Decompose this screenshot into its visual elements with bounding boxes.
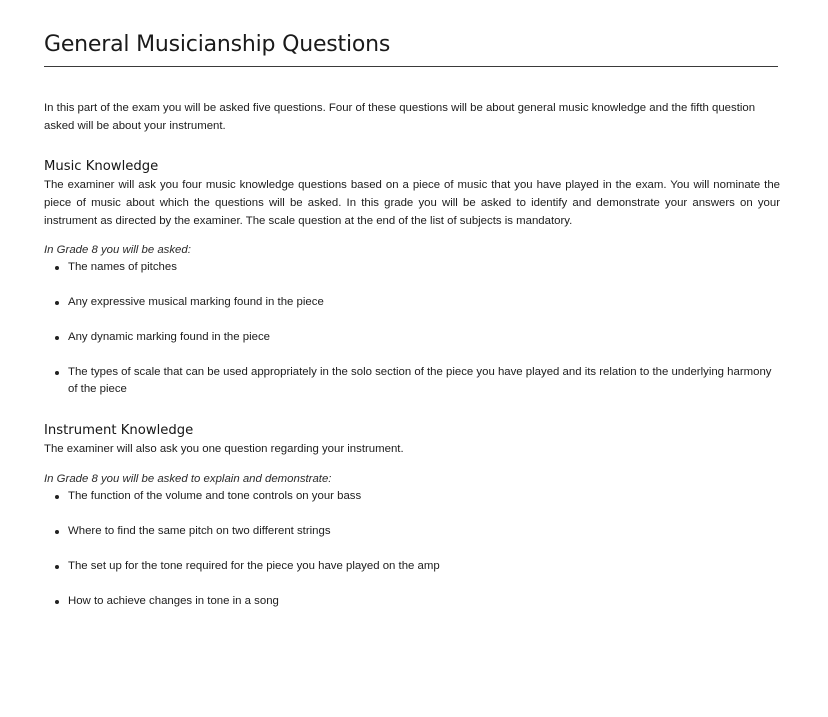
list-item (44, 259, 780, 276)
list-item (44, 364, 780, 398)
bullet-icon (55, 266, 59, 270)
list-item-text: The types of scale that can be used appropriately in the solo section of the piece you have played and its relation to the underlying harmony of the piece (68, 366, 772, 395)
list-item-text: The function of the volume and tone controls on your bass (68, 490, 362, 502)
list-item-text: Any expressive musical marking found in the piece (68, 296, 324, 308)
list-item-text: Where to find the same pitch on two different strings (68, 525, 331, 537)
bullet-icon (55, 336, 59, 340)
instrument-knowledge-section (44, 422, 780, 610)
list-item (44, 329, 780, 346)
page-title: General Musicianship Questions (44, 32, 391, 57)
instrument-knowledge-list (44, 488, 780, 610)
list-item-text: How to achieve changes in tone in a song (68, 595, 279, 607)
bullet-icon (55, 371, 59, 375)
document-page (44, 30, 780, 610)
intro-paragraph: In this part of the exam you will be asked five questions. Four of these questions will be about general music knowledge and the fifth question asked will be about your instrument. (44, 102, 756, 132)
bullet-icon (55, 301, 59, 305)
instrument-knowledge-lead: In Grade 8 you will be asked to explain and demonstrate: (44, 473, 332, 485)
list-item (44, 523, 780, 540)
bullet-icon (55, 565, 59, 569)
music-knowledge-body: The examiner will ask you four music knowledge questions based on a piece of music that you have played in the exam. You will nominate the piece of music about which the questions will be asked. In this grade you will be asked to identify and demonstrate your answers on your instrument as directed by the examiner. The scale question at the end of the list of subjects is mandatory. (44, 179, 780, 227)
music-knowledge-section (44, 158, 780, 398)
list-item (44, 558, 780, 575)
music-knowledge-heading: Music Knowledge (44, 159, 159, 174)
title-divider (44, 66, 778, 67)
list-item-text: The set up for the tone required for the piece you have played on the amp (68, 560, 440, 572)
list-item (44, 294, 780, 311)
list-item-text: Any dynamic marking found in the piece (68, 331, 270, 343)
list-item (44, 488, 780, 505)
instrument-knowledge-body: The examiner will also ask you one question regarding your instrument. (44, 443, 404, 455)
bullet-icon (55, 495, 59, 499)
instrument-knowledge-heading: Instrument Knowledge (44, 423, 194, 438)
music-knowledge-list (44, 259, 780, 398)
list-item (44, 593, 780, 610)
bullet-icon (55, 530, 59, 534)
bullet-icon (55, 600, 59, 604)
list-item-text: The names of pitches (68, 261, 177, 273)
music-knowledge-lead: In Grade 8 you will be asked: (44, 244, 191, 256)
